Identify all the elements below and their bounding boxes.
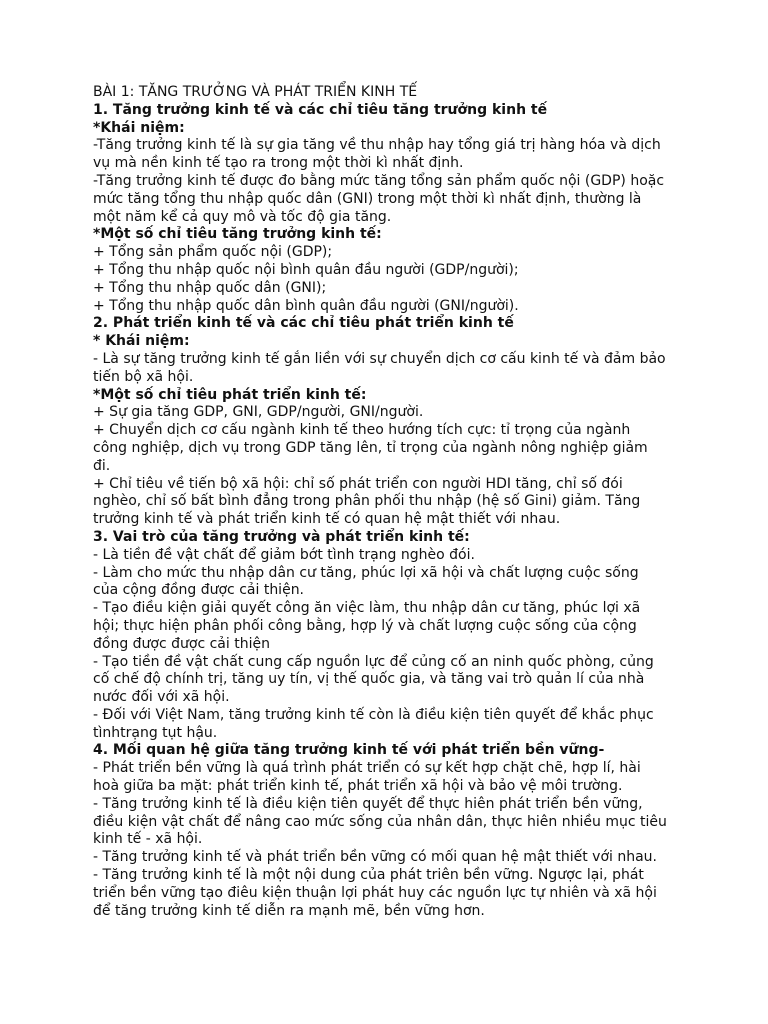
document-text-line: đi. bbox=[93, 457, 111, 474]
document-heading-line: 4. Mối quan hệ giữa tăng trưởng kinh tế với phát triển bền vững- bbox=[93, 742, 605, 759]
document-text-line: - Phát triển bền vững là quá trình phát triển có sự kết hợp chặt chẽ, hợp lí, hài bbox=[93, 760, 641, 777]
document-heading-line: *Khái niệm: bbox=[93, 119, 185, 136]
document-text-line: BÀI 1: TĂNG TRƯỞNG VÀ PHÁT TRIỂN KINH TẾ bbox=[93, 84, 418, 100]
document-heading-line: *Một số chỉ tiêu tăng trưởng kinh tế: bbox=[93, 226, 382, 243]
document-text-line: -Tăng trưởng kinh tế được đo bằng mức tăng tổng sản phẩm quốc nội (GDP) hoặc bbox=[93, 172, 665, 189]
document-text-line: -Tăng trưởng kinh tế là sự gia tăng về thu nhập hay tổng giá trị hàng hóa và dịch bbox=[93, 137, 661, 154]
document-text-line: nghèo, chỉ số bất bình đẳng trong phân phối thu nhập (hệ số Gini) giảm. Tăng bbox=[93, 493, 641, 510]
document-text-line: + Tổng thu nhập quốc dân (GNI); bbox=[93, 279, 327, 296]
document-text-line: - Làm cho mức thu nhập dân cư tăng, phúc lợi xã hội và chất lượng cuộc sống bbox=[93, 564, 639, 581]
document-text-line: - Đối với Việt Nam, tăng trưởng kinh tế còn là điều kiện tiên quyết để khắc phục bbox=[93, 706, 654, 723]
document-text-line: - Tăng trưởng kinh tế là một nội dung của phát triên bền vững. Ngược lại, phát bbox=[93, 867, 644, 884]
document-text-line: để tăng trưởng kinh tế diễn ra mạnh mẽ, bền vững hơn. bbox=[93, 902, 485, 919]
document-text-line: + Tổng thu nhập quốc dân bình quân đầu người (GNI/người). bbox=[93, 297, 519, 314]
document-text-line: mức tăng tổng thu nhập quốc dân (GNI) trong một thời kì nhất định, thường là bbox=[93, 190, 642, 207]
document-heading-line: 1. Tăng trưởng kinh tế và các chỉ tiêu tăng trưởng kinh tế bbox=[93, 101, 548, 118]
document-text-line: điều kiện vật chất để nâng cao mức sống của nhân dân, thực hiên nhiều mục tiêu bbox=[93, 813, 667, 830]
document-heading-line: *Một số chỉ tiêu phát triển kinh tế: bbox=[93, 386, 367, 403]
document-text-line: của cộng đồng được cải thiện. bbox=[93, 582, 305, 599]
document-text-line: - Tăng trưởng kinh tế là điều kiện tiên quyết để thực hiên phát triển bền vững, bbox=[93, 795, 643, 812]
document-text-line: - Tăng trưởng kinh tế và phát triển bền vững có mối quan hệ mật thiết với nhau. bbox=[93, 849, 657, 866]
document-text-line: kinh tế - xã hội. bbox=[93, 831, 203, 848]
document-text-line: công nghiệp, dịch vụ trong GDP tăng lên, tỉ trọng của ngành nông nghiệp giảm bbox=[93, 439, 648, 456]
document-text-line: cố chế độ chính trị, tăng uy tín, vị thế quốc gia, và tăng vai trò quản lí của nhà bbox=[93, 671, 645, 688]
document-text-line: hoà giữa ba mặt: phát triển kinh tế, phát triển xã hội và bảo vệ môi trường. bbox=[93, 778, 623, 795]
document-text-line: vụ mà nền kinh tế tạo ra trong một thời kì nhất định. bbox=[93, 155, 464, 172]
document-heading-line: * Khái niệm: bbox=[93, 333, 190, 350]
document-text-line: + Chỉ tiêu về tiến bộ xã hội: chỉ số phát triển con người HDI tăng, chỉ số đói bbox=[93, 475, 623, 492]
document-text-line: + Tổng thu nhập quốc nội bình quân đầu người (GDP/người); bbox=[93, 261, 519, 278]
document-text-line: nước đối với xã hội. bbox=[93, 689, 230, 706]
document-text-line: hội; thực hiện phân phối công bằng, hợp lý và chất lượng cuộc sống của cộng bbox=[93, 617, 637, 634]
document-text-line: triển bền vững tạo điêu kiện thuận lợi phát huy các nguồn lực tự nhiên và xã hội bbox=[93, 884, 657, 901]
document-text-line: - Tạo tiền đề vật chất cung cấp nguồn lực để củng cố an ninh quốc phòng, củng bbox=[93, 653, 654, 670]
document-text-line: một năm kể cả quy mô và tốc độ gia tăng. bbox=[93, 208, 392, 225]
document-text-line: đồng được được cải thiện bbox=[93, 635, 270, 652]
document-text-line: - Là tiền đề vật chất để giảm bớt tình trạng nghèo đói. bbox=[93, 546, 475, 563]
document-text-line: - Là sự tăng trưởng kinh tế gắn liền với sự chuyển dịch cơ cấu kinh tế và đảm bảo bbox=[93, 350, 666, 367]
document-text-line: + Chuyển dịch cơ cấu ngành kinh tế theo hướng tích cực: tỉ trọng của ngành bbox=[93, 422, 631, 439]
document-text-line: tiến bộ xã hội. bbox=[93, 368, 194, 385]
document-text-line: + Tổng sản phẩm quốc nội (GDP); bbox=[93, 244, 333, 261]
document-heading-line: 3. Vai trò của tăng trưởng và phát triển kinh tế: bbox=[93, 528, 470, 545]
document-body bbox=[93, 84, 685, 920]
document-text-line: trưởng kinh tế và phát triển kinh tế có quan hệ mật thiết với nhau. bbox=[93, 511, 561, 528]
document-text-line: tìnhtrạng tụt hậu. bbox=[93, 724, 218, 741]
document-text-line: - Tạo điều kiện giải quyết công ăn việc làm, thu nhập dân cư tăng, phúc lợi xã bbox=[93, 600, 641, 617]
document-text-line: + Sự gia tăng GDP, GNI, GDP/người, GNI/người. bbox=[93, 404, 424, 421]
document-heading-line: 2. Phát triển kinh tế và các chỉ tiêu phát triển kinh tế bbox=[93, 315, 514, 332]
